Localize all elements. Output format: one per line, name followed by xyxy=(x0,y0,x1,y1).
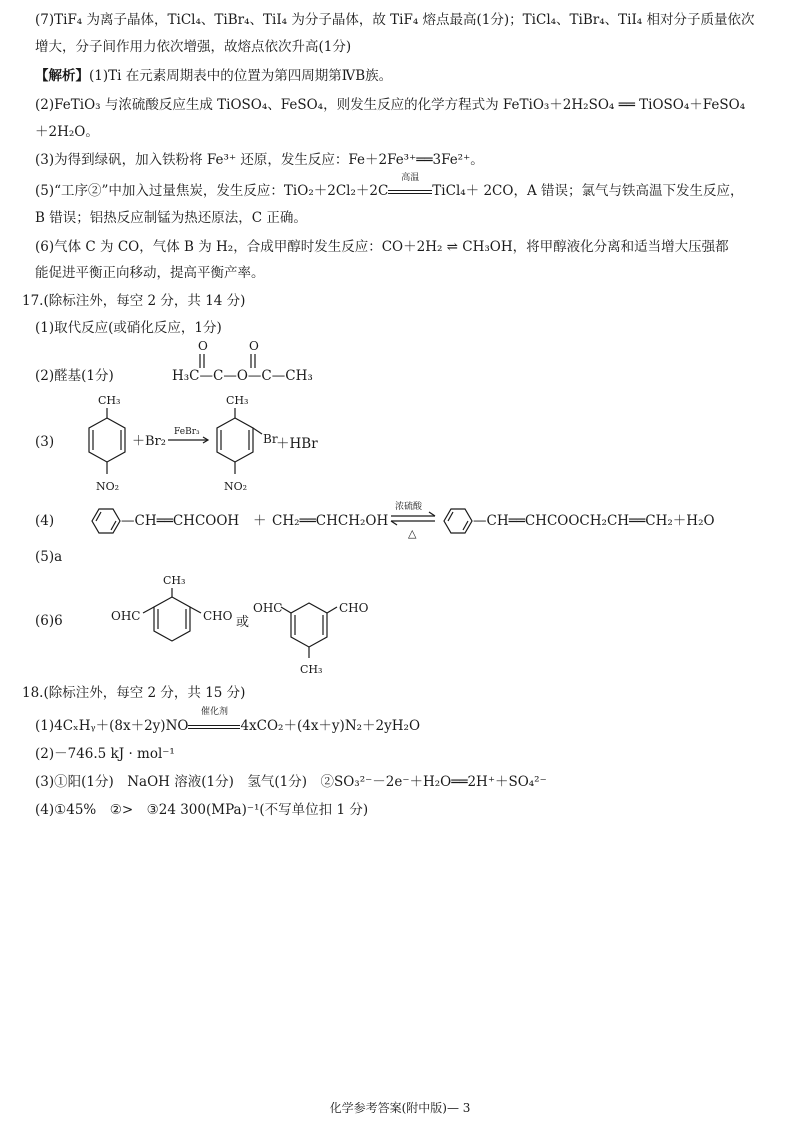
jiexi-6-line2: 能促进平衡正向移动，提高平衡产率。 xyxy=(35,265,265,281)
isomer1-cho-left: OHC xyxy=(111,609,141,623)
catalyst-arrow xyxy=(188,707,240,729)
jiexi-5-line1 xyxy=(35,173,744,201)
page-footer: 化学参考答案(附中版)— 3 xyxy=(329,1101,471,1115)
allyl-cinnamate-product: —CH══CHCOOCH₂CH══CH₂＋H₂O xyxy=(473,513,715,529)
isomer2-cho-right: CHO xyxy=(339,601,369,615)
ch3-label: CH₃ xyxy=(98,394,121,407)
febr3-catalyst: FeBr₃ xyxy=(174,427,200,437)
isomer-structures xyxy=(105,570,395,680)
br-label: Br xyxy=(263,432,278,446)
allyl-alcohol: CH₂══CHCH₂OH xyxy=(272,513,389,529)
acetic-anhydride-formula: H₃C—C—O—C—CH₃ xyxy=(172,368,313,384)
q18-header: 18.(除标注外，每空 2 分，共 15 分) xyxy=(22,685,246,701)
benzene-ring-2 xyxy=(440,506,474,536)
heat-label: △ xyxy=(408,527,417,540)
jiexi-1: (1)Ti 在元素周期表中的位置为第四周期第ⅣB族。 xyxy=(89,68,393,84)
ch3-label-product: CH₃ xyxy=(226,394,249,407)
jiexi-2-line1: (2)FeTiO₃ 与浓硫酸反应生成 TiOSO₄、FeSO₄，则发生反应的化学方程式为 FeTiO₃＋2H₂SO₄ ══ TiOSO₄＋FeSO₄ xyxy=(35,97,746,113)
high-temp-label: 高温 xyxy=(401,173,420,183)
q17-a1: (1)取代反应(或硝化反应，1分) xyxy=(35,320,222,336)
isomer-2-structure xyxy=(253,601,369,676)
jiexi-5-post: TiCl₄＋ 2CO，A 错误；氯气与铁高温下发生反应， xyxy=(432,183,744,199)
carbonyl-o-2: O xyxy=(249,339,259,353)
q17-a4-label: (4) xyxy=(35,513,55,529)
no2-label: NO₂ xyxy=(96,480,120,493)
isomer1-cho-right: CHO xyxy=(203,609,233,623)
plus-sign: ＋ xyxy=(253,513,267,529)
jiexi-tag: 【解析】 xyxy=(35,68,89,84)
cinnamic-acid-tail: —CH══CHCOOH xyxy=(121,513,240,529)
jiexi-5-pre: (5)“工序②”中加入过量焦炭，发生反应：TiO₂＋2Cl₂＋2C xyxy=(35,183,389,199)
bromo-nitrotoluene-structure xyxy=(217,394,278,493)
or-label: 或 xyxy=(236,615,250,630)
jiexi-line1 xyxy=(35,66,392,86)
jiexi-3: (3)为得到绿矾，加入铁粉将 Fe³⁺ 还原，发生反应：Fe＋2Fe³⁺══3Fe²⁺。 xyxy=(35,152,484,168)
benzene-ring-1 xyxy=(88,506,122,536)
q16-7-line2: 增大，分子间作用力依次增强，故熔点依次升高(1分) xyxy=(35,39,352,55)
isomer-1-structure xyxy=(111,574,233,641)
reversible-arrow xyxy=(387,499,439,543)
jiexi-5-line2: B 错误；铝热反应制锰为热还原法，C 正确。 xyxy=(35,210,307,226)
q18-a2: (2)－746.5 kJ · mol⁻¹ xyxy=(35,746,175,762)
q18-a3: (3)①阳(1分) NaOH 溶液(1分) 氢气(1分) ②SO₃²⁻－2e⁻＋H₂O══2H⁺＋SO₄²⁻ xyxy=(35,774,547,790)
isomer2-cho-left: OHC xyxy=(253,601,283,615)
q17-a3-label: (3) xyxy=(35,434,55,450)
q17-a5: (5)a xyxy=(35,549,63,565)
anhydride-carbonyls xyxy=(172,336,302,370)
conc-h2so4-label: 浓硫酸 xyxy=(395,502,423,512)
p-nitrotoluene-structure xyxy=(89,394,125,493)
catalyst-label: 催化剂 xyxy=(200,707,228,717)
q18-a1-pre: (1)4CₓHᵧ＋(8x＋2y)NO xyxy=(35,718,189,734)
plus-hbr: ＋HBr xyxy=(276,436,318,452)
carbonyl-o-1: O xyxy=(198,339,208,353)
q17-a2-label: (2)醛基(1分) xyxy=(35,368,114,384)
jiexi-2-line2: ＋2H₂O。 xyxy=(35,124,99,140)
q16-7-line1: (7)TiF₄ 为离子晶体，TiCl₄、TiBr₄、TiI₄ 为分子晶体，故 TiF₄ 熔点最高(1分)；TiCl₄、TiBr₄、TiI₄ 相对分子质量依次 xyxy=(35,12,755,28)
q18-a4: (4)①45% ②> ③24 300(MPa)⁻¹(不写单位扣 1 分) xyxy=(35,802,369,818)
q17-a6-label: (6)6 xyxy=(35,613,63,629)
no2-label-product: NO₂ xyxy=(224,480,248,493)
high-temp-arrow xyxy=(388,173,432,194)
isomer2-ch3: CH₃ xyxy=(300,663,323,676)
q18-a1-post: 4xCO₂＋(4x＋y)N₂＋2yH₂O xyxy=(240,718,421,734)
q18-a1 xyxy=(35,707,421,736)
jiexi-6-line1: (6)气体 C 为 CO，气体 B 为 H₂，合成甲醇时发生反应：CO＋2H₂ ⇌ CH₃OH，将甲醇液化分离和适当增大压强都 xyxy=(35,239,729,255)
q17-header: 17.(除标注外，每空 2 分，共 14 分) xyxy=(22,293,246,309)
isomer1-ch3: CH₃ xyxy=(163,574,186,587)
plus-br2: ＋Br₂ xyxy=(132,434,166,449)
